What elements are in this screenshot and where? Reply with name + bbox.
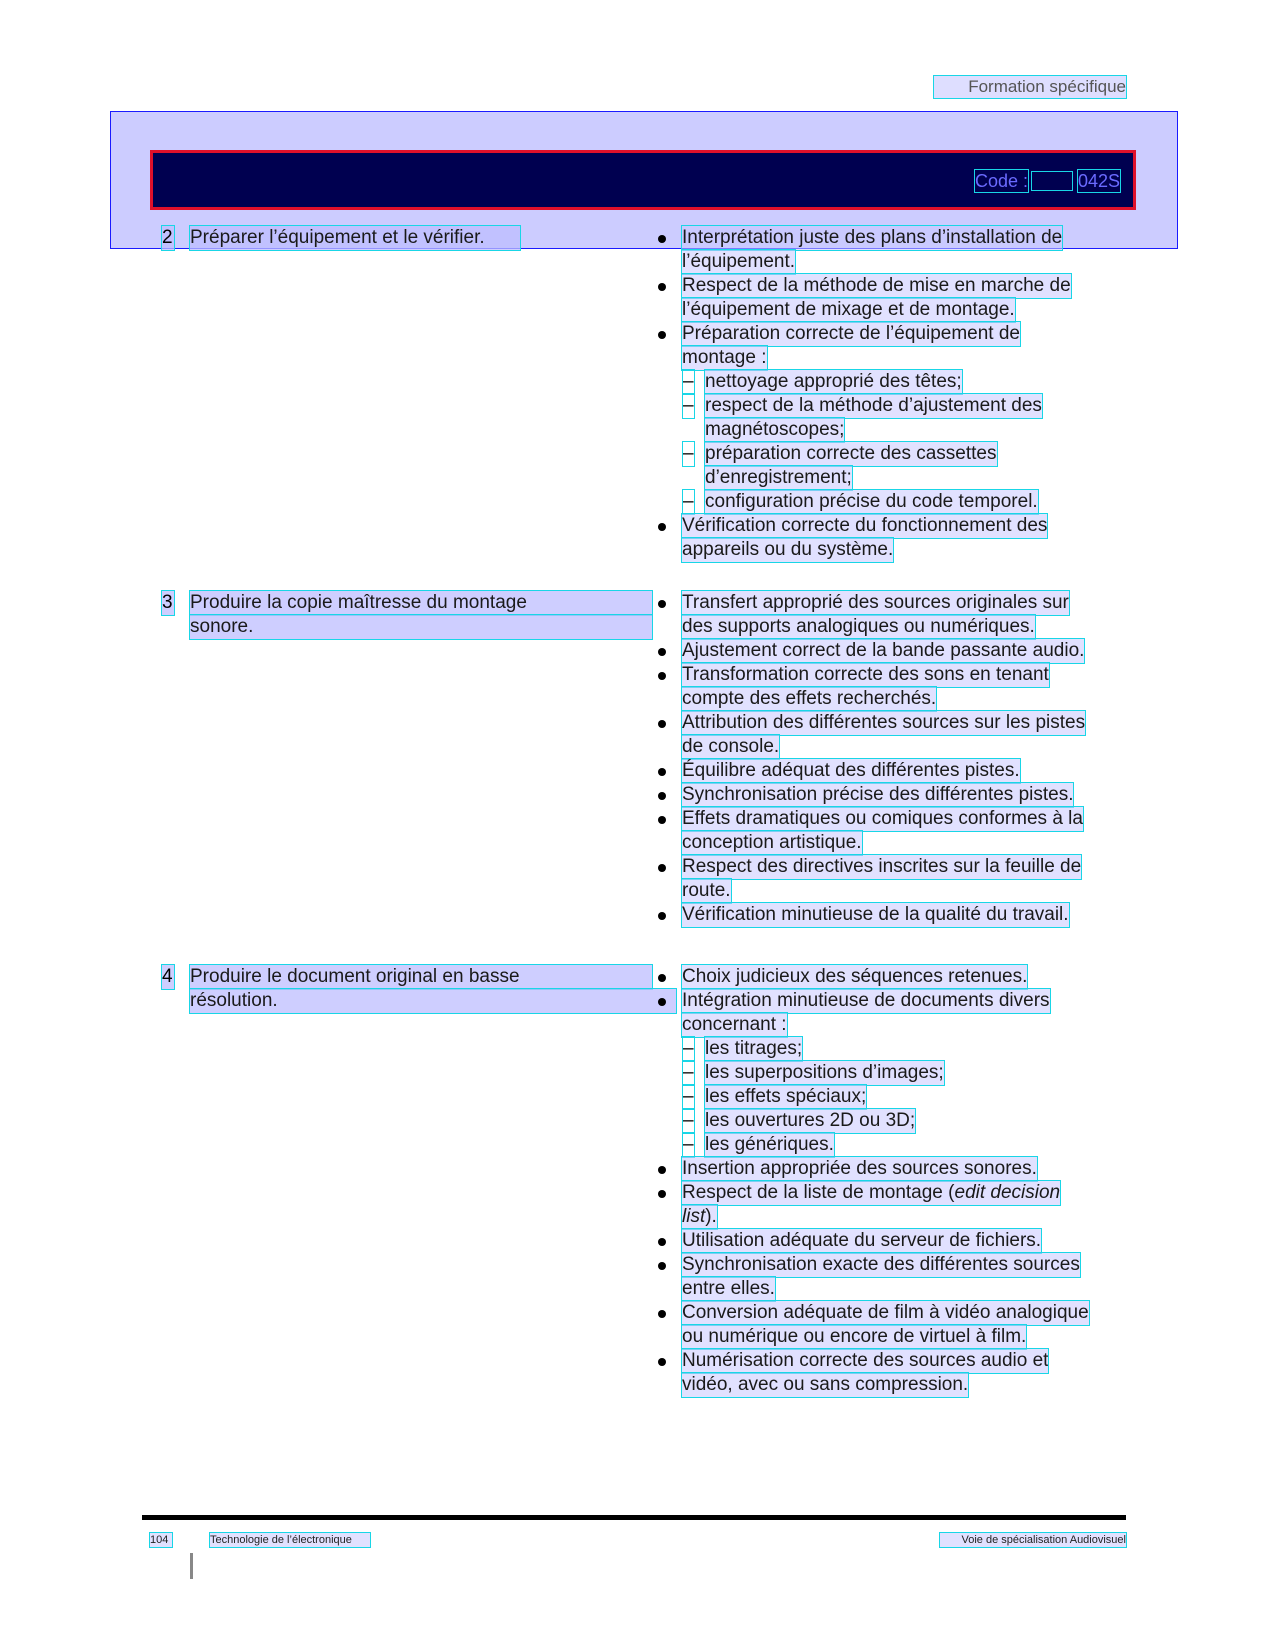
competency-title-line: sonore. (190, 615, 652, 639)
criterion-continuation: appareils ou du système. (682, 539, 894, 560)
bullet-icon (658, 648, 666, 656)
dash-marker: – (683, 443, 694, 464)
criterion-continuation: compte des effets recherchés. (682, 688, 937, 709)
bullet-icon (658, 1190, 666, 1198)
criterion-item: Synchronisation précise des différentes pistes. (682, 784, 1074, 805)
criterion-item: Préparation correcte de l’équipement de (682, 323, 1020, 344)
bullet-icon (658, 523, 666, 531)
criterion-item: Respect de la méthode de mise en marche de (682, 275, 1071, 296)
criterion-continuation: l’équipement. (682, 251, 796, 272)
criterion-item: Synchronisation exacte des différentes sources (682, 1254, 1080, 1275)
criterion-item: Respect des directives inscrites sur la feuille de (682, 856, 1082, 877)
bullet-icon (658, 1166, 666, 1174)
criterion-subitem: configuration précise du code temporel. (705, 491, 1038, 512)
dash-marker: – (683, 371, 694, 392)
criterion-item: Équilibre adéquat des différentes pistes. (682, 760, 1020, 781)
criterion-subitem: les effets spéciaux; (705, 1086, 867, 1107)
criterion-continuation (682, 1205, 717, 1229)
text-cursor (190, 1553, 193, 1579)
bullet-icon (658, 864, 666, 872)
dash-marker: – (683, 1134, 694, 1155)
criterion-continuation: montage : (682, 347, 767, 368)
dash-marker: – (683, 1086, 694, 1107)
criterion-item: Effets dramatiques ou comiques conformes à la (682, 808, 1083, 829)
criterion-continuation: conception artistique. (682, 832, 862, 853)
criterion-item: Conversion adéquate de film à vidéo analogique (682, 1302, 1089, 1323)
section-tag: Formation spécifique (934, 76, 1126, 98)
competency-title-line: Produire la copie maîtresse du montage (190, 591, 652, 615)
dash-marker: – (683, 1038, 694, 1059)
bullet-icon (658, 600, 666, 608)
criterion-continuation: de console. (682, 736, 780, 757)
code-separator (1032, 172, 1072, 190)
bullet-icon (658, 331, 666, 339)
criterion-item: Attribution des différentes sources sur les pistes (682, 712, 1086, 733)
criterion-continuation: entre elles. (682, 1278, 775, 1299)
criterion-item: Interprétation juste des plans d’installation de (682, 227, 1063, 248)
competency-title-line: résolution. (190, 989, 676, 1013)
bullet-icon (658, 792, 666, 800)
criterion-item: Vérification correcte du fonctionnement des (682, 515, 1048, 536)
criterion-continuation: magnétoscopes; (705, 419, 845, 440)
criterion-item: Numérisation correcte des sources audio et (682, 1350, 1049, 1371)
code-label: Code : (975, 171, 1029, 191)
criterion-text: Respect de la liste de montage ( (682, 1182, 955, 1203)
bullet-icon (658, 768, 666, 776)
dash-marker: – (683, 395, 694, 416)
criterion-continuation: l’équipement de mixage et de montage. (682, 299, 1015, 320)
bullet-icon (658, 1310, 666, 1318)
criterion-item: Ajustement correct de la bande passante audio. (682, 640, 1085, 661)
criterion-item: Insertion appropriée des sources sonores. (682, 1158, 1037, 1179)
criterion-item: Intégration minutieuse de documents divers (682, 990, 1050, 1011)
bullet-icon (658, 1238, 666, 1246)
page-number: 104 (150, 1533, 172, 1547)
bullet-icon (658, 283, 666, 291)
code-value: 042S (1078, 171, 1121, 191)
bullet-icon (658, 998, 666, 1006)
criterion-subitem: nettoyage approprié des têtes; (705, 371, 962, 392)
dash-marker: – (683, 1062, 694, 1083)
criterion-italic-text: edit decision (954, 1182, 1061, 1203)
criterion-subitem: les titrages; (705, 1038, 803, 1059)
criterion-continuation: ou numérique ou encore de virtuel à film. (682, 1326, 1027, 1347)
bullet-icon (658, 816, 666, 824)
criterion-continuation: concernant : (682, 1014, 787, 1035)
criterion-continuation: route. (682, 880, 731, 901)
bullet-icon (658, 235, 666, 243)
criterion-subitem: les superpositions d’images; (705, 1062, 944, 1083)
bullet-icon (658, 672, 666, 680)
criterion-subitem: respect de la méthode d’ajustement des (705, 395, 1042, 416)
competency-number: 3 (162, 592, 173, 613)
program-name: Technologie de l’électronique (210, 1533, 370, 1547)
bullet-icon (658, 912, 666, 920)
bullet-icon (658, 1358, 666, 1366)
competency-title-line: Produire le document original en basse (190, 965, 652, 989)
criterion-continuation: des supports analogiques ou numériques. (682, 616, 1035, 637)
criterion-item (682, 1181, 1060, 1205)
criterion-item: Transformation correcte des sons en tenant (682, 664, 1049, 685)
criterion-subitem: préparation correcte des cassettes (705, 443, 997, 464)
dash-marker: – (683, 1110, 694, 1131)
bullet-icon (658, 1262, 666, 1270)
bullet-icon (658, 720, 666, 728)
criterion-item: Utilisation adéquate du serveur de fichiers. (682, 1230, 1042, 1251)
footer-rule (142, 1515, 1126, 1520)
criterion-continuation: vidéo, avec ou sans compression. (682, 1374, 969, 1395)
criterion-text: ). (705, 1206, 717, 1227)
competency-number: 4 (162, 966, 173, 987)
criterion-subitem: les génériques. (705, 1134, 834, 1155)
criterion-item: Transfert approprié des sources originales sur (682, 592, 1069, 613)
dash-marker: – (683, 491, 694, 512)
competency-number: 2 (162, 227, 173, 248)
criterion-item: Vérification minutieuse de la qualité du travail. (682, 904, 1069, 925)
bullet-icon (658, 974, 666, 982)
criterion-subitem: les ouvertures 2D ou 3D; (705, 1110, 916, 1131)
criterion-italic-text: list (682, 1206, 706, 1227)
specialization-name: Voie de spécialisation Audiovisuel (940, 1533, 1126, 1547)
criterion-item: Choix judicieux des séquences retenues. (682, 966, 1028, 987)
criterion-continuation: d’enregistrement; (705, 467, 852, 488)
competency-title-line: Préparer l’équipement et le vérifier. (190, 226, 520, 250)
